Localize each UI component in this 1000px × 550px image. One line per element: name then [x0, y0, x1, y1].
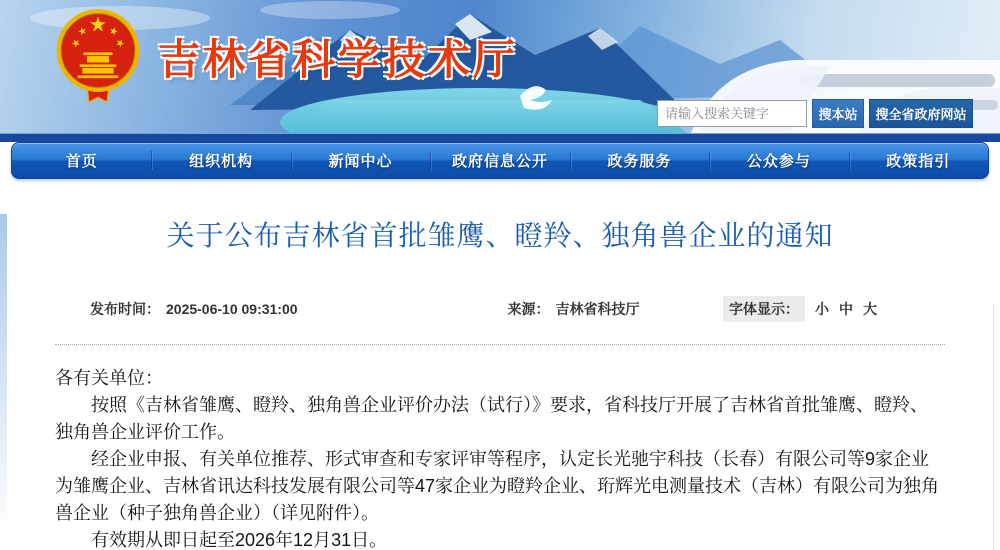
site-brand	[52, 6, 518, 108]
source-label: 来源：	[507, 301, 550, 317]
publish-time-label: 发布时间：	[90, 301, 160, 317]
search-site-button[interactable]: 搜本站	[812, 99, 864, 128]
nav-item-policy-guide[interactable]: 政策指引	[849, 143, 988, 178]
site-title: 吉林省科学技术厅	[158, 36, 519, 83]
main-nav-wrapper	[0, 142, 1000, 180]
paragraph-results: 经企业申报、有关单位推荐、形式审查和专家评审等程序，认定长光驰宇科技（长春）有限公司等9家企业为雏鹰企业、吉林省讯达科技发展有限公司等47家企业为瞪羚企业、珩辉光电测量技术（吉林）有限公司为独角兽企业（种子独角兽企业）（详见附件）。	[55, 449, 940, 523]
search-bar	[657, 99, 973, 128]
font-option-small[interactable]: 小	[815, 301, 829, 317]
font-size-control	[723, 296, 877, 322]
right-edge-decoration	[993, 304, 994, 550]
article-body	[55, 365, 945, 550]
publish-time-value: 2025-06-10 09:31:00	[166, 301, 298, 317]
article-source	[508, 299, 640, 319]
nav-item-home[interactable]: 首页	[65, 153, 98, 170]
paragraph-basis: 按照《吉林省雏鹰、瞪羚、独角兽企业评价办法（试行）》要求，省科技厅开展了吉林省首批雏鹰、瞪羚、独角兽企业评价工作。	[55, 395, 928, 442]
paragraph-salutation: 各有关单位：	[55, 368, 163, 388]
search-gov-button[interactable]: 搜全省政府网站	[869, 99, 973, 128]
nav-item-news[interactable]: 新闻中心	[291, 143, 430, 178]
nav-item-participation[interactable]: 公众参与	[709, 143, 848, 178]
paragraph-validity: 有效期从即日起至2026年12月31日。	[91, 530, 388, 550]
nav-item-organization[interactable]: 组织机构	[151, 143, 290, 178]
nav-item-services[interactable]: 政务服务	[570, 143, 709, 178]
article-meta-row	[55, 296, 945, 322]
left-edge-decoration	[0, 214, 7, 550]
article-title: 关于公布吉林省首批雏鹰、瞪羚、独角兽企业的通知	[166, 220, 834, 251]
national-emblem-icon	[52, 6, 144, 108]
publish-time	[90, 299, 298, 319]
site-header	[0, 0, 1000, 142]
dotted-divider	[55, 344, 945, 345]
font-option-large[interactable]: 大	[863, 301, 877, 317]
font-option-medium[interactable]: 中	[839, 301, 853, 317]
search-input[interactable]	[657, 100, 807, 127]
font-display-label: 字体显示：	[723, 296, 805, 322]
article-content	[0, 214, 1000, 550]
source-value: 吉林省科技厅	[555, 301, 640, 317]
main-nav	[11, 142, 989, 179]
nav-item-gov-info[interactable]: 政府信息公开	[430, 143, 569, 178]
